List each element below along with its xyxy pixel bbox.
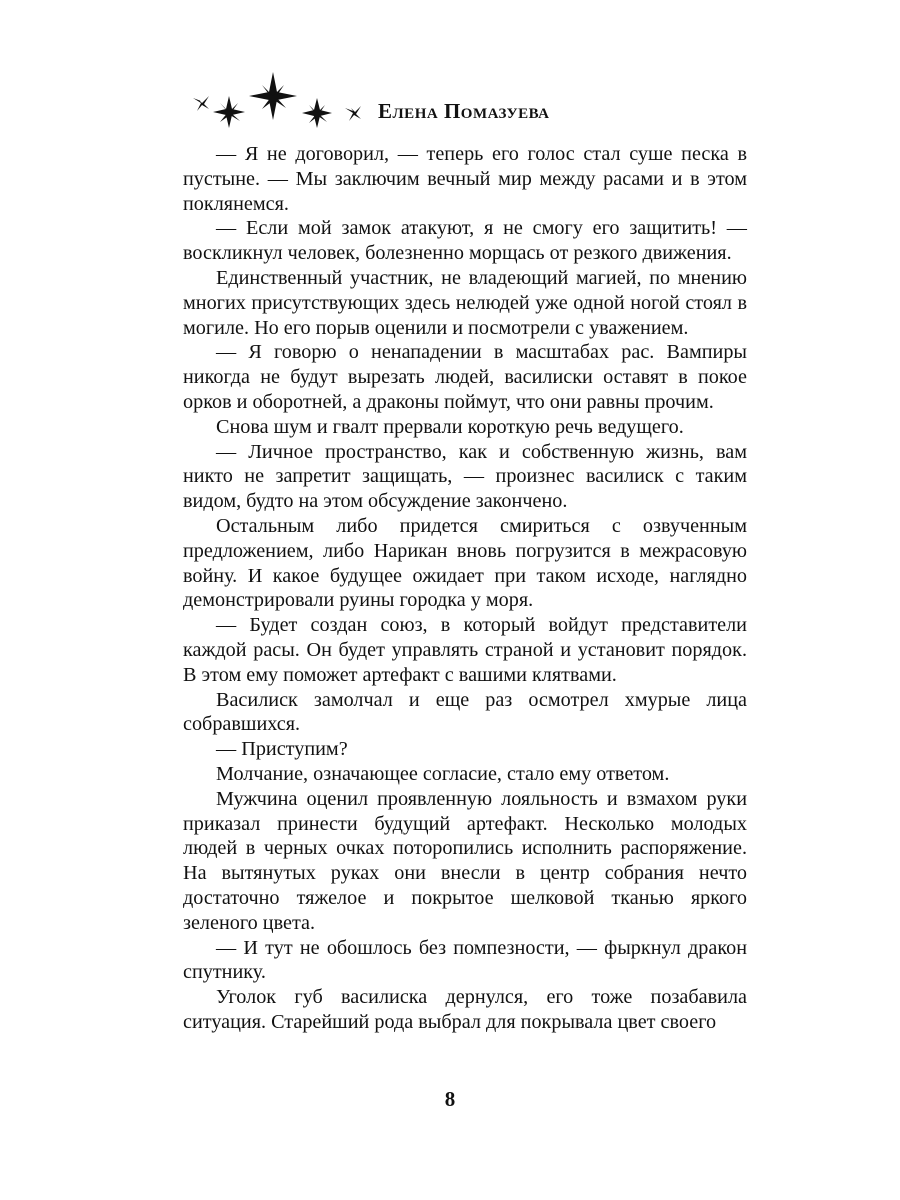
paragraph: Василиск замолчал и еще раз осмотрел хмурые лица собравшихся.	[183, 688, 747, 736]
body-text	[183, 142, 747, 1035]
paragraph: Снова шум и гвалт прервали короткую речь ведущего.	[216, 415, 684, 438]
paragraph: Молчание, означающее согласие, стало ему ответом.	[216, 762, 670, 785]
paragraph: Остальным либо придется смириться с озвученным предложением, либо Нарикан вновь погрузится в межрасовую войну. И какое будущее ожидает при таком исходе, наглядно демонстрировали руины городка у моря.	[183, 514, 747, 612]
paragraph: — Приступим?	[216, 738, 348, 761]
paragraph: — Я говорю о ненападении в масштабах рас. Вампиры никогда не будут вырезать людей, василиски оставят в покое орков и оборотней, а драконы поймут, что они равны прочим.	[183, 341, 747, 413]
paragraph: — Я не договорил, — теперь его голос стал суше песка в пустыне. — Мы заключим вечный мир между расами и в этом поклянемся.	[183, 143, 747, 215]
star-icon	[193, 96, 209, 111]
paragraph: — Личное пространство, как и собственную жизнь, вам никто не запретит защищать, — произнес василиск с таким видом, будто на этом обсуждение закончено.	[183, 440, 747, 513]
paragraph: Единственный участник, не владеющий магией, по мнению многих присутствующих здесь нелюдей уже одной ногой стоял в могиле. Но его порыв оценили и посмотрели с уважением.	[183, 266, 747, 339]
running-header	[183, 66, 743, 138]
paragraph: — Будет создан союз, в который войдут представители каждой расы. Он будет управлять страной и установит порядок. В этом ему поможет артефакт с вашими клятвами.	[183, 614, 747, 686]
stars-ornament-icon	[183, 66, 363, 138]
paragraph: Мужчина оценил проявленную лояльность и взмахом руки приказал принести будущий артефакт. Несколько молодых людей в черных очках поторопились исполнить распоряжение. На вытянутых руках они внесли в центр собрания нечто достаточно тяжелое и покрытое шелковой тканью яркого зеленого цвета.	[183, 787, 747, 934]
star-icon	[345, 106, 361, 121]
author-name: Елена Помазуева	[378, 99, 550, 123]
paragraph: Уголок губ василиска дернулся, его тоже позабавила ситуация. Старейший рода выбрал для покрывала цвет своего	[183, 986, 747, 1033]
paragraph: — И тут не обошлось без помпезности, — фыркнул дракон спутнику.	[183, 936, 747, 984]
page-number: 8	[444, 1087, 456, 1111]
paragraph: — Если мой замок атакуют, я не смогу его защитить! — воскликнул человек, болезненно морщась от резкого движения.	[183, 217, 747, 265]
